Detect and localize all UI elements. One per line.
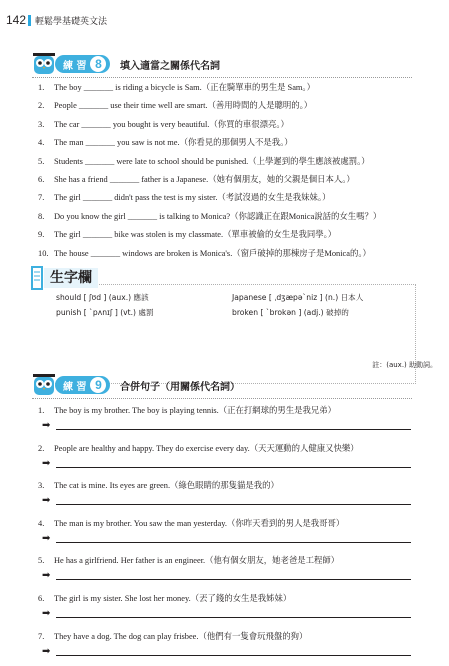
- exercise-9-label: 練 習: [63, 381, 87, 393]
- exercise-8-header: [32, 52, 422, 78]
- question-item: 7. The girl _______ didn't pass the test is my sister.（考試沒過的女生是我妹妹。）: [38, 193, 331, 203]
- question-item: 8. Do you know the girl _______ is talking to Monica?（你認識正在跟Monica說話的女生嗎？）: [38, 211, 382, 221]
- exercise-8-questions: [38, 81, 428, 265]
- question-item: 3. The cat is mine. Its eyes are green.（綠色眼睛的那隻貓是我的） ➡: [38, 478, 428, 516]
- answer-field[interactable]: [56, 429, 411, 430]
- answer-field[interactable]: [56, 542, 411, 543]
- vocabulary-title-bg: [44, 268, 98, 288]
- arrow-icon: ➡: [42, 532, 51, 544]
- exercise-9-header: [32, 373, 422, 399]
- arrow-icon: ➡: [42, 570, 51, 582]
- page-number: 142: [6, 13, 27, 27]
- question-item: 6. She has a friend _______ father is a Japanese.（她有個朋友，她的父親是個日本人。）: [38, 174, 355, 184]
- vocab-entry: should [ ʃʊd ] (aux.) 應該: [56, 293, 149, 302]
- question-item: 10. The house _______ windows are broken is Monica's.（窗戶破掉的那棟房子是Monica的。）: [38, 248, 371, 258]
- question-item: 5. Students _______ were late to school should be punished.（上學遲到的學生應該被處罰。）: [38, 156, 370, 166]
- question-item: 7. They have a dog. The dog can play frisbee.（他們有一隻會玩飛盤的狗） ➡: [38, 629, 428, 666]
- vocabulary-note: 註：(aux.) 助動詞。: [372, 361, 437, 369]
- vocab-entry: broken [ `brokən ] (adj.) 破掉的: [232, 308, 349, 317]
- question-item: 4. The man _______ you saw is not me.（你看見的那個男人不是我。）: [38, 138, 293, 148]
- question-item: 6. The girl is my sister. She lost her money.（丟了錢的女生是我姊妹） ➡: [38, 591, 428, 629]
- exercise-9-badge: [55, 376, 110, 394]
- exercise-8-label: 練 習: [63, 60, 87, 72]
- question-item: 1. The boy is my brother. The boy is playing tennis.（正在打網球的男生是我兄弟） ➡: [38, 403, 428, 441]
- arrow-icon: ➡: [42, 495, 51, 507]
- question-item: 2. People are healthy and happy. They do exercise every day.（天天運動的人健康又快樂） ➡: [38, 441, 428, 479]
- answer-field[interactable]: [56, 655, 411, 656]
- arrow-icon: ➡: [42, 457, 51, 469]
- arrow-icon: ➡: [42, 420, 51, 431]
- vocabulary-list: [56, 290, 406, 320]
- answer-field[interactable]: [56, 579, 411, 580]
- question-item: 3. The car _______ you bought is very beautiful.（你買的車很漂亮。）: [38, 119, 289, 129]
- book-title: 輕鬆學基礎英文法: [35, 17, 108, 27]
- exercise-9-title: 合併句子（用關係代名詞）: [120, 382, 240, 393]
- exercise-8-title: 填入適當之關係代名詞: [120, 61, 220, 72]
- answer-field[interactable]: [56, 504, 411, 505]
- question-item: 9. The girl _______ bike was stolen is my classmate.（單車被偷的女生是我同學。）: [38, 230, 337, 240]
- exercise-8-number: 8: [90, 56, 106, 72]
- arrow-icon: ➡: [42, 607, 51, 619]
- header-accent-bar: [28, 15, 31, 26]
- arrow-icon: ➡: [42, 645, 51, 657]
- page-header: [0, 0, 449, 34]
- vocab-row: [56, 290, 406, 305]
- answer-field[interactable]: [56, 617, 411, 618]
- question-item: 4. The man is my brother. You saw the man yesterday.（你昨天看到的男人是我哥哥） ➡: [38, 516, 428, 554]
- vocab-entry: punish [ `pʌnɪʃ ] (vt.) 處罰: [56, 308, 154, 317]
- vocab-entry: Japanese [ ˌdʒæpə`niz ] (n.) 日本人: [232, 293, 364, 302]
- question-item: 5. He has a girlfriend. Her father is an engineer.（他有個女朋友，她老爸是工程師） ➡: [38, 553, 428, 591]
- vocabulary-header: [30, 265, 140, 291]
- vocabulary-title: 生字欄: [50, 270, 92, 286]
- question-item: 2. People _______ use their time well are smart.（善用時間的人是聰明的。）: [38, 101, 313, 111]
- answer-field[interactable]: [56, 467, 411, 468]
- divider: [32, 77, 412, 78]
- exercise-8-badge: [55, 55, 110, 73]
- exercise-9-number: 9: [90, 377, 106, 393]
- exercise-9-questions: [38, 403, 428, 666]
- question-item: 1. The boy _______ is riding a bicycle is Sam.（正在騎單車的男生是 Sam。）: [38, 83, 315, 92]
- divider: [32, 398, 412, 399]
- vocab-row: [56, 305, 406, 320]
